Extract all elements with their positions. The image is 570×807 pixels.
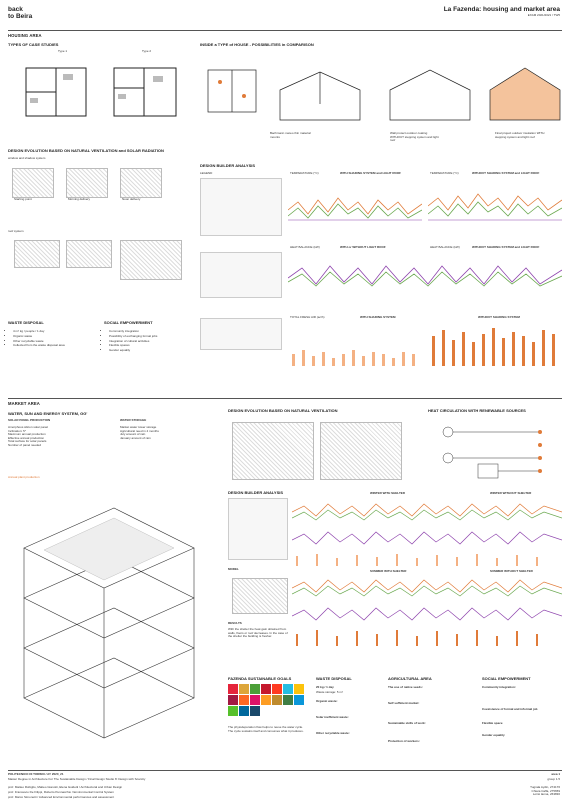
- type2-label: Type 2: [142, 49, 152, 53]
- sdg-heading: FAZENDA SUSTAINABLE GOALS: [228, 676, 292, 681]
- gender-label: Gender equality: [482, 733, 505, 737]
- heat-graph-wide: [288, 254, 562, 300]
- evo-sketch-2: [66, 168, 108, 198]
- solar-waste-label: Solar inefficient waste:: [316, 715, 349, 719]
- organic-label: Organic waste:: [316, 699, 338, 703]
- heat-circ-diagram: [430, 418, 562, 498]
- waste-list: • 4 m³ kg / people / 1 day • Organic waste • Other recyclable waste • Collected from the waste disposal area: [8, 330, 98, 349]
- community-label: Community integration:: [482, 685, 516, 689]
- winter-without-label: WINTER WITHOUT SHELTER: [490, 491, 532, 495]
- area-label: area 1: [551, 772, 560, 776]
- annual-production: Annual plant production: [8, 475, 40, 479]
- course-label: Master Degree in Architecture For The Sustainable Design / Final Design Studio 8: Design with Scarcity: [8, 777, 146, 781]
- builder-analysis-heading: DESIGN BUILDER ANALYSIS: [200, 163, 256, 168]
- design-evolution-heading: DESIGN EVOLUTION BASED ON NATURAL VENTILATION and SOLAR RADIATION: [8, 148, 164, 153]
- winter-with-label: WINTER WITH SHELTER: [370, 491, 405, 495]
- without-shading-only-label: WITHOUT SHADING SYSTEM: [478, 315, 520, 319]
- school-label: POLITECNICO DI TORINO / AY 2020_21: [8, 772, 64, 776]
- market-evo-2: [320, 422, 402, 480]
- heat-circ-heading: HEAT CIRCULATION WITH RENEWABLE SOURCES: [428, 408, 526, 413]
- market-social-heading: SOCIAL EMPOWERMENT: [482, 676, 531, 681]
- divider-footer: [8, 770, 562, 771]
- market-design-evo-heading: DESIGN EVOLUTION BASED ON NATURAL VENTILATION: [228, 408, 338, 413]
- students-label: Tugrala Aydin, 274176 Chiara Caffa, 275659 Lorisi Ianna, 263830: [530, 785, 560, 797]
- fresh-air-graph-with: [288, 324, 422, 366]
- market-waste-heading: WASTE DISPOSAL: [316, 676, 352, 681]
- evo-sketch-3: [120, 168, 162, 198]
- window-shadow-label: window and shadow system: [8, 156, 46, 160]
- temp-graph-with: [288, 180, 422, 230]
- water-energy-heading: WATER, SUN AND ENERGY SYSTEM, GG': [8, 411, 88, 416]
- temp-label-1: TEMPERATURE (°C): [290, 171, 319, 175]
- legend-box-3: [200, 318, 282, 350]
- divider-market: [8, 398, 562, 399]
- housing-area-heading: HOUSING AREA: [8, 33, 42, 38]
- case-studies-heading: TYPES OF CASE STUDIES: [8, 42, 59, 47]
- coexistence-label: Coexistence of formal and informal job: [482, 707, 538, 711]
- summer-with-label: SUMMER WITH SHELTER: [370, 569, 407, 573]
- market-area-heading: MARKET AREA: [8, 401, 40, 406]
- market-builder-heading: DESIGN BUILDER ANALYSIS: [228, 490, 284, 495]
- solar-details: Amorphous silicon solar panel Inclination: 5° Maximum annual production Effective annual production Total surface for solar panels Number of panel needed: [8, 425, 49, 447]
- sdg-grid: [228, 684, 308, 716]
- temp-graph-without: [428, 180, 562, 230]
- house-note-3: Final project outdoor insulation WITH stepping system and light roof: [495, 131, 545, 139]
- kg-label: 20 kg / 1 day: [316, 685, 334, 689]
- starting-label: Starting point: [14, 197, 32, 201]
- fresh-air-graph-without: [428, 324, 562, 366]
- exam-label: EXAM 2021/2021 / TW5: [527, 13, 560, 17]
- title-right: La Fazenda: housing and market area: [443, 6, 560, 13]
- evo-sketch-1: [12, 168, 54, 198]
- social-empowerment-heading: SOCIAL EMPOWERMENT: [104, 320, 153, 325]
- roof-sketch-3: [120, 240, 182, 280]
- model-label: MODEL: [228, 567, 239, 571]
- with-shading-label: WITH SHADING SYSTEM and LIGHT ROOF: [340, 171, 401, 175]
- market-axonometric: [14, 488, 204, 768]
- inside-type-heading: INSIDE a TYPE of HOUSE - POSSIBILITIES in COMPARISON: [200, 42, 314, 47]
- house-note-1: Bachmann meteo thin material mounts: [270, 131, 311, 139]
- type1-label: Type 1: [58, 49, 68, 53]
- morning-label: Morning delivery: [68, 197, 91, 201]
- noon-label: Noon delivery: [122, 197, 141, 201]
- market-evo-1: [232, 422, 314, 480]
- winter-graphs: [292, 498, 562, 566]
- other-label: Other recyclable waste:: [316, 731, 350, 735]
- temp-label-2: TEMPERATURE (°C): [430, 171, 459, 175]
- prof2-label: prof. Francesco De Filippi, Roberto Pennacchio / Environmental Control System: [8, 790, 115, 794]
- heat-label-1: HEAT BALANCE (kW): [290, 245, 320, 249]
- solar-panel-label: SOLAR PANEL PRODUCTION: [8, 418, 51, 422]
- self-label: Self sufficient market:: [388, 701, 420, 705]
- without-label-2: WITHOUT SHADING SYSTEM and LIGHT ROOF: [472, 245, 540, 249]
- market-legend: [228, 498, 288, 560]
- with-without-label: WITH or WITHOUT LIGHT ROOF: [340, 245, 386, 249]
- water-details: Market water tower storage Agricultural need in 4 months July amount of rain January amount of rain: [120, 425, 159, 440]
- prof1-label: prof. Matteo Robiglio, Matteo Gianotti, Elena Guidetti / Architectural and Urban Design: [8, 785, 123, 789]
- model-sketch: [232, 578, 288, 614]
- summer-graphs: [292, 576, 562, 646]
- results-text: With the shelter the heat gain obtained from walls, floors or roof decreases. In the case of the shelter the building is fresher.: [228, 627, 288, 639]
- house-comparison: [200, 50, 562, 132]
- group-label: group 1.5: [547, 777, 560, 781]
- waste-storage-label: Waste storage: 5 m³: [316, 690, 343, 694]
- roof-sketch-2: [66, 240, 112, 268]
- with-shading-only-label: WITH SHADING SYSTEM: [360, 315, 396, 319]
- protection-label: Protection of workers:: [388, 739, 420, 743]
- social-list: • Community integration • Possibility of exchanging formal jobs • Integration of cultural activities • Flexible spaces • Gender equality: [104, 330, 194, 354]
- summer-without-label: SUMMER WITHOUT SHELTER: [490, 569, 533, 573]
- title-left: back to Beira: [8, 6, 33, 20]
- divider-top: [8, 30, 562, 31]
- flexible-label: Flexible space: [482, 721, 503, 725]
- legend-box-2: [200, 252, 282, 298]
- legend-label: LEGEND: [200, 171, 213, 175]
- water-storage-label: WATER STORAGE: [120, 418, 147, 422]
- roof-sketch-1: [14, 240, 60, 268]
- without-shading-label: WITHOUT SHADING SYSTEM and LIGHT ROOF: [472, 171, 540, 175]
- roof-system-label: roof system: [8, 229, 24, 233]
- legend-box-1: [200, 178, 282, 236]
- skills-label: Sustainable skills of work:: [388, 721, 426, 725]
- sdg-text: The phytodepuration flow helps to reuse the water cycle. The cycle sustains itself and consumes what it produces.: [228, 725, 304, 733]
- native-label: The use of native seeds:: [388, 685, 423, 689]
- waste-disposal-heading: WASTE DISPOSAL: [8, 320, 44, 325]
- prof3-label: prof. Marco Simonetti / Advanced Environmental performances and assessment: [8, 795, 115, 799]
- house-note-2: Wall protect outdoor coating WITHOUT stepping system and light roof: [390, 131, 439, 143]
- agri-heading: AGRICULTURAL AREA: [388, 676, 432, 681]
- floor-plans: [18, 58, 190, 130]
- results-label: RESULTS: [228, 621, 242, 625]
- fresh-air-label: TOTAL FRESH AIR (ac/h): [290, 315, 325, 319]
- heat-label-2: HEAT BALANCE (kW): [430, 245, 460, 249]
